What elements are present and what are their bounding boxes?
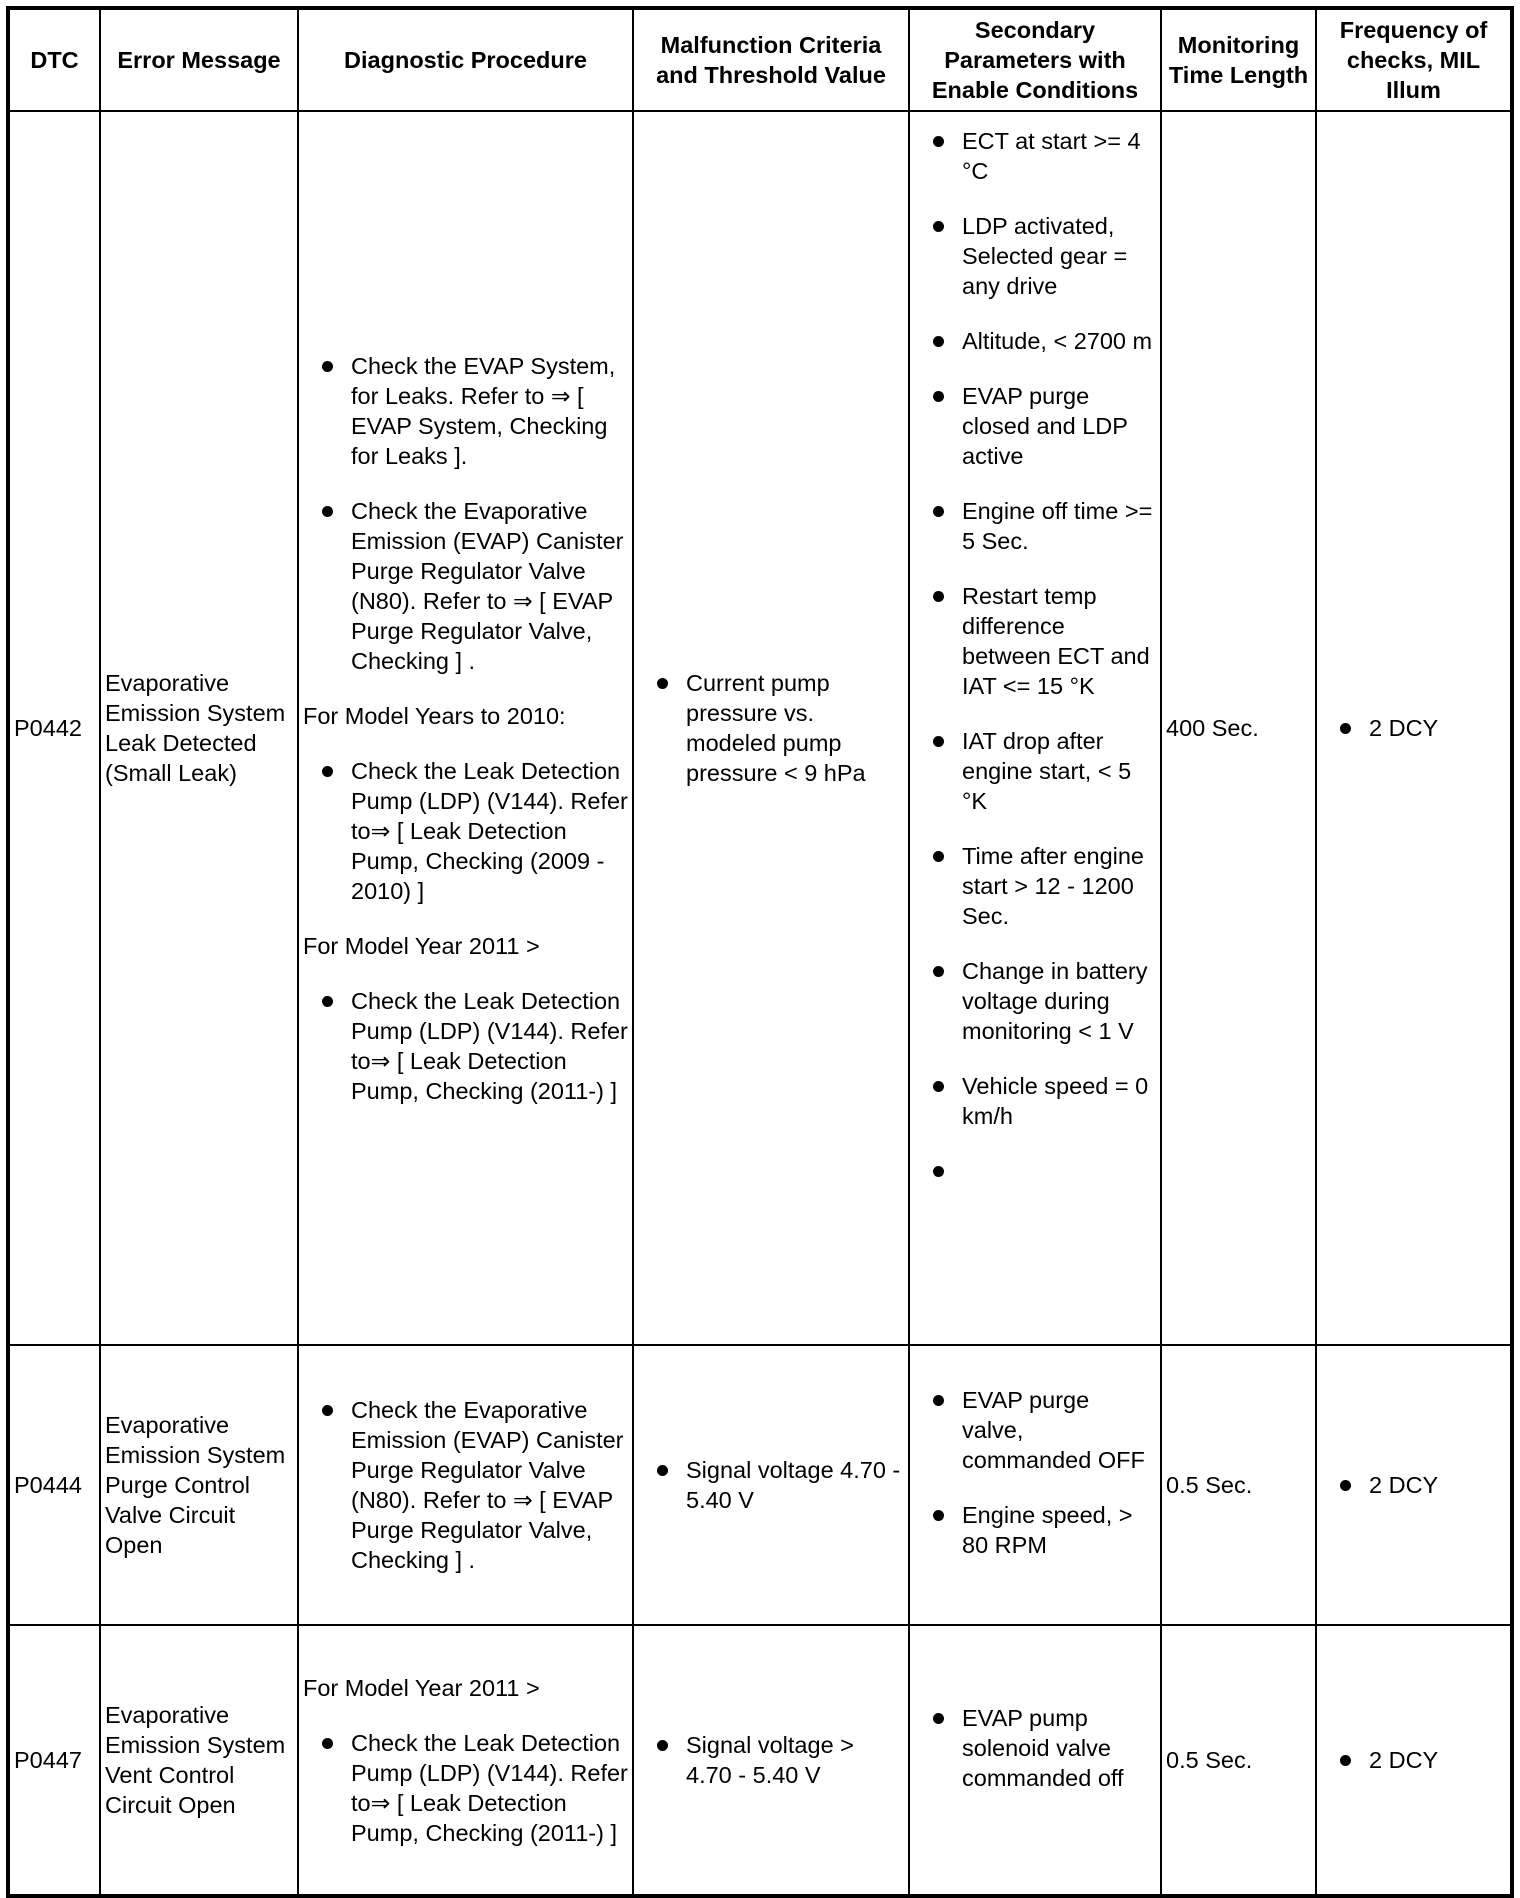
dtc-code: P0447 bbox=[8, 1625, 100, 1896]
header-error-message: Error Message bbox=[100, 8, 298, 111]
list-item: Check the EVAP System, for Leaks. Refer to ⇒ [ EVAP System, Checking for Leaks ]. bbox=[303, 351, 628, 471]
list-item: Change in battery voltage during monitoring < 1 V bbox=[914, 956, 1156, 1046]
header-secondary-parameters: Secondary Parameters with Enable Conditions bbox=[909, 8, 1161, 111]
list-item: Restart temp difference between ECT and IAT <= 15 °K bbox=[914, 581, 1156, 701]
model-year-heading: For Model Year 2011 > bbox=[303, 1674, 540, 1701]
list-item: LDP activated, Selected gear = any drive bbox=[914, 211, 1156, 301]
error-message: Evaporative Emission System Vent Control Circuit Open bbox=[100, 1625, 298, 1896]
list-item: Check the Leak Detection Pump (LDP) (V144). Refer to⇒ [ Leak Detection Pump, Checking (2011-) ] bbox=[303, 1728, 628, 1848]
list-item: Altitude, < 2700 m bbox=[914, 326, 1156, 356]
table-row bbox=[8, 111, 1512, 1345]
list-item: Check the Evaporative Emission (EVAP) Canister Purge Regulator Valve (N80). Refer to ⇒ [ EVAP Purge Regulator Valve, Checking ] . bbox=[303, 496, 628, 676]
list-item: Check the Leak Detection Pump (LDP) (V144). Refer to⇒ [ Leak Detection Pump, Checking (2011-) ] bbox=[303, 986, 628, 1106]
list-item: EVAP purge valve, commanded OFF bbox=[914, 1385, 1156, 1475]
list-item: EVAP pump solenoid valve commanded off bbox=[914, 1703, 1156, 1793]
monitoring-time: 0.5 Sec. bbox=[1161, 1345, 1316, 1625]
list-item: Engine speed, > 80 RPM bbox=[914, 1500, 1156, 1560]
diagnostic-procedure bbox=[298, 1625, 633, 1896]
list-item: Engine off time >= 5 Sec. bbox=[914, 496, 1156, 556]
header-dtc: DTC bbox=[8, 8, 100, 111]
header-monitoring-time: Monitoring Time Length bbox=[1161, 8, 1316, 111]
frequency bbox=[1316, 1345, 1512, 1625]
list-item: EVAP purge closed and LDP active bbox=[914, 381, 1156, 471]
secondary-parameters bbox=[909, 111, 1161, 1345]
table-row bbox=[8, 1625, 1512, 1896]
malfunction-criteria bbox=[633, 111, 909, 1345]
list-item: 2 DCY bbox=[1321, 1470, 1506, 1500]
error-message: Evaporative Emission System Leak Detected (Small Leak) bbox=[100, 111, 298, 1345]
error-message: Evaporative Emission System Purge Control Valve Circuit Open bbox=[100, 1345, 298, 1625]
header-frequency: Frequency of checks, MIL Illum bbox=[1316, 8, 1512, 111]
dtc-code: P0444 bbox=[8, 1345, 100, 1625]
list-item: Vehicle speed = 0 km/h bbox=[914, 1071, 1156, 1131]
table-row bbox=[8, 1345, 1512, 1625]
dtc-table bbox=[6, 6, 1514, 1898]
list-item: IAT drop after engine start, < 5 °K bbox=[914, 726, 1156, 816]
list-item: Time after engine start > 12 - 1200 Sec. bbox=[914, 841, 1156, 931]
diagnostic-procedure bbox=[298, 1345, 633, 1625]
frequency bbox=[1316, 111, 1512, 1345]
list-item: Current pump pressure vs. modeled pump pressure < 9 hPa bbox=[638, 668, 904, 788]
header-row bbox=[8, 8, 1512, 111]
header-malfunction-criteria: Malfunction Criteria and Threshold Value bbox=[633, 8, 909, 111]
model-year-heading: For Model Year 2011 > bbox=[303, 932, 540, 959]
list-item bbox=[914, 1156, 1156, 1186]
dtc-code: P0442 bbox=[8, 111, 100, 1345]
malfunction-criteria bbox=[633, 1625, 909, 1896]
list-item: Signal voltage 4.70 - 5.40 V bbox=[638, 1455, 904, 1515]
secondary-parameters bbox=[909, 1625, 1161, 1896]
monitoring-time: 400 Sec. bbox=[1161, 111, 1316, 1345]
list-item: ECT at start >= 4 °C bbox=[914, 126, 1156, 186]
list-item: 2 DCY bbox=[1321, 713, 1506, 743]
model-year-heading: For Model Years to 2010: bbox=[303, 702, 566, 729]
secondary-parameters bbox=[909, 1345, 1161, 1625]
list-item: Check the Leak Detection Pump (LDP) (V144). Refer to⇒ [ Leak Detection Pump, Checking (2009 - 2010) ] bbox=[303, 756, 628, 906]
malfunction-criteria bbox=[633, 1345, 909, 1625]
list-item: Check the Evaporative Emission (EVAP) Canister Purge Regulator Valve (N80). Refer to ⇒ [ EVAP Purge Regulator Valve, Checking ] . bbox=[303, 1395, 628, 1575]
list-item: 2 DCY bbox=[1321, 1745, 1506, 1775]
diagnostic-procedure bbox=[298, 111, 633, 1345]
monitoring-time: 0.5 Sec. bbox=[1161, 1625, 1316, 1896]
header-diagnostic-procedure: Diagnostic Procedure bbox=[298, 8, 633, 111]
list-item: Signal voltage > 4.70 - 5.40 V bbox=[638, 1730, 904, 1790]
frequency bbox=[1316, 1625, 1512, 1896]
